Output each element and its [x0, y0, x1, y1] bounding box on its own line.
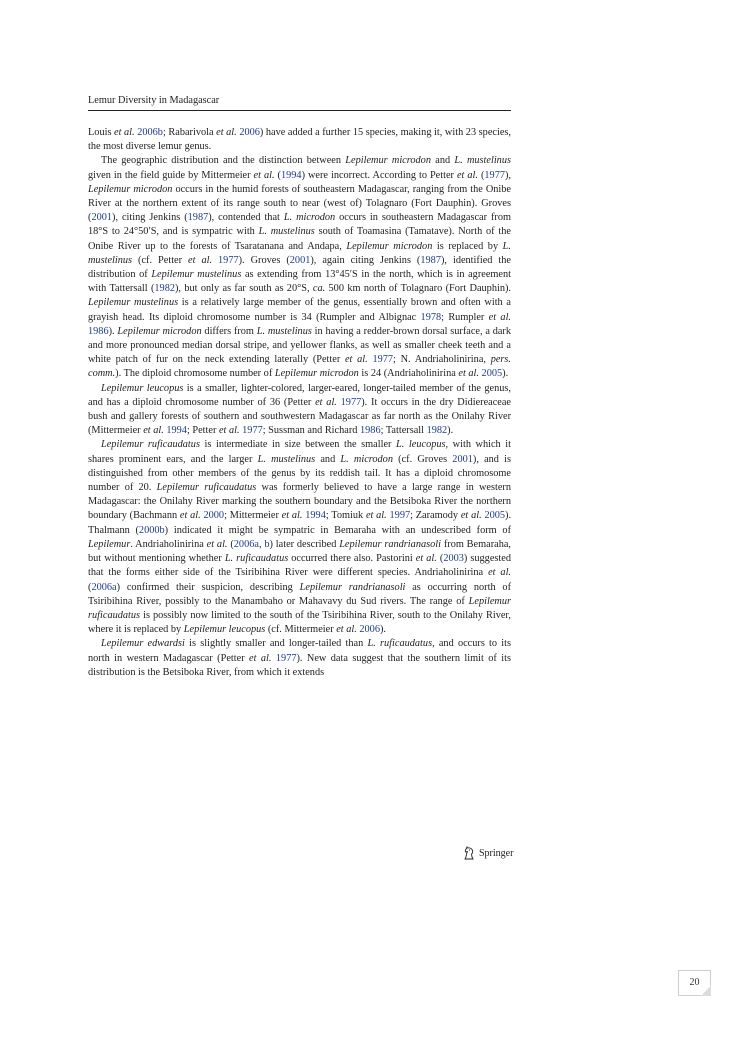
citation-link[interactable]: 2000b: [138, 524, 165, 536]
citation-link[interactable]: 1977: [218, 254, 239, 266]
text-run: ; Petter: [186, 425, 219, 437]
running-header: [88, 95, 511, 111]
citation-link[interactable]: 2005: [484, 510, 506, 522]
text-run: in having a redder-brown dorsal surface, a dark and more pronounced median dorsal stripe, and yellower flanks, as well as smaller cheek teeth and a white patch of fur on the neck extending laterally (Petter: [88, 325, 511, 366]
italic-text: Lepilemur microdon: [346, 240, 433, 252]
text-run: 500 km north of Tolagnaro (Fort Dauphin).: [325, 283, 511, 295]
italic-text: Lepilemur mustelinus: [88, 297, 179, 309]
text-run: ). It occurs in the dry Didiereaceae bush and gallery forests of southern and southwestern Madagascar as far north as the Onilahy River (Mittermeier: [88, 396, 511, 437]
text-run: occurs in southeastern Madagascar from 18°S to 24°50′S, and is sympatric with: [88, 212, 511, 238]
text-run: occurs in the humid forests of southeastern Madagascar, ranging from the Onibe River at the northern extent of its range south to near (west of) Tolagnaro (Fort Dauphin). Groves (: [88, 183, 511, 224]
citation-link[interactable]: 1994: [305, 510, 326, 522]
text-run: was formerly believed to have a large range in western Madagascar: the Onilahy River marking the southern boundary and the Betsiboka River the northern boundary (Bachmann: [88, 482, 512, 522]
text-run: (: [274, 169, 281, 181]
text-run: (cf. Mittermeier: [265, 624, 337, 636]
text-run: ), again citing Jenkins (: [310, 254, 421, 266]
text-run: ,: [258, 538, 265, 550]
italic-text: L. microdon: [283, 212, 336, 224]
citation-link[interactable]: 2005: [481, 368, 503, 380]
text-run: ; Rabarivola: [162, 127, 217, 138]
text-run: ) were incorrect. According to Petter: [301, 169, 457, 181]
citation-link[interactable]: 1978: [420, 311, 442, 323]
italic-text: pers. comm.: [88, 354, 511, 380]
text-run: ; Tattersall: [380, 425, 427, 437]
italic-text: L. mustelinus: [258, 226, 315, 238]
citation-link[interactable]: 2000: [203, 510, 225, 522]
italic-text: Lepilemur leucopus: [101, 382, 184, 394]
italic-text: Lepilemur microdon: [117, 325, 202, 337]
italic-text: et al.: [458, 368, 479, 380]
paragraph-p2: [88, 154, 511, 381]
text-run: and: [315, 453, 341, 465]
text-run: ). Thalmann (: [88, 510, 512, 536]
italic-text: et al.: [206, 538, 228, 550]
citation-link[interactable]: 2006: [239, 127, 260, 138]
italic-text: et al.: [456, 169, 478, 181]
text-run: , and occurs to its north in western Madagascar (Petter: [88, 638, 511, 664]
italic-text: et al.: [281, 510, 303, 522]
citation-link[interactable]: 1986: [88, 325, 109, 337]
text-run: ), identified the distribution of: [88, 254, 511, 281]
italic-text: Lepilemur leucopus: [183, 624, 266, 636]
text-run: occurred there also. Pastorini: [288, 553, 416, 565]
text-run: ) have added a further 15 species, making it, with 23 species, the most diverse lemur genus.: [88, 127, 511, 153]
italic-text: Lepilemur microdon: [88, 183, 173, 195]
text-run: ).: [108, 325, 118, 337]
citation-link[interactable]: 1994: [166, 425, 187, 437]
citation-link[interactable]: b: [264, 538, 270, 550]
text-run: ). New data suggest that the southern limit of its distribution is the Betsiboka River, from which it extends: [88, 652, 511, 678]
text-run: ) confirmed their suspicion, describing: [116, 581, 300, 593]
italic-text: et al.: [365, 510, 387, 522]
springer-chess-knight-icon: [462, 846, 476, 860]
italic-text: Lepilemur ruficaudatus: [88, 595, 511, 621]
text-run: from Bemaraha, but without mentioning whether: [88, 538, 511, 565]
text-run: as extending from 13°45′S in the north, which is in agreement with Tattersall (: [88, 269, 511, 295]
citation-link[interactable]: 1987: [187, 212, 209, 224]
text-run: (: [436, 553, 444, 565]
text-run: ). The diploid chromosome number of: [115, 368, 275, 380]
italic-text: Lepilemur microdon: [274, 368, 359, 380]
text-run: . Andriaholinirina: [130, 538, 207, 550]
citation-link[interactable]: 1982: [426, 425, 448, 437]
italic-text: et al.: [460, 510, 482, 522]
paragraph-p1: [88, 126, 511, 154]
text-run: ), and is distinguished from other members of the genus by its reddish tail. It has a diploid chromosome number of 20.: [88, 453, 512, 494]
article-body: [88, 126, 511, 680]
paragraph-p3: [88, 382, 511, 439]
text-run: (cf. Petter: [132, 254, 189, 266]
text-run: south of Toamasina (Tamatave). North of the Onibe River up to the forests of Tsaratanana and Andapa,: [88, 226, 511, 252]
citation-link[interactable]: 2001: [452, 453, 473, 465]
text-run: as occurring north of Tsiribihina River, possibly to the Manambaho or Mahavavy du Sud rivers. The range of: [88, 581, 511, 607]
publisher-logo: [462, 846, 513, 860]
text-run: ) suggested that the forms either side of the Tsiribihina River were different species. Andriaholinirina: [88, 553, 511, 579]
italic-text: Lepilemur ruficaudatus: [101, 439, 200, 451]
text-run: ).: [447, 425, 454, 437]
citation-link[interactable]: 1994: [280, 169, 302, 181]
page-curl-decoration: [701, 986, 711, 996]
paragraph-p4: [88, 438, 511, 637]
citation-link[interactable]: 2001: [289, 254, 311, 266]
text-run: ; Rumpler: [441, 311, 489, 323]
page-number-box: [678, 970, 711, 996]
text-run: Louis: [88, 127, 115, 138]
paragraph-p5: [88, 637, 511, 680]
citation-link[interactable]: 1986: [360, 425, 381, 437]
page-number: 20: [689, 977, 700, 988]
italic-text: et al.: [415, 553, 437, 565]
italic-text: et al.: [315, 396, 337, 408]
text-run: ) later described: [269, 538, 340, 550]
text-run: is slightly smaller and longer-tailed than: [184, 638, 368, 650]
italic-text: Lepilemur edwardsi: [101, 638, 185, 650]
citation-link[interactable]: 1987: [420, 254, 441, 266]
italic-text: L. ruficaudatus: [367, 638, 433, 650]
text-run: ; Zaramody: [410, 510, 461, 522]
text-run: (: [477, 169, 485, 181]
text-run: is a relatively large member of the genus, essentially brown and often with a grayish head. Its diploid chromosome number is 34 (Rumpler and Albignac: [88, 297, 511, 323]
text-run: and: [430, 155, 455, 167]
text-run: ; Mittermeier: [224, 510, 282, 522]
citation-link[interactable]: 1977: [340, 396, 362, 408]
text-run: ; Tomiuk: [325, 510, 366, 522]
text-run: ).: [379, 624, 386, 636]
italic-text: et al.: [188, 254, 213, 266]
italic-text: ca.: [312, 283, 326, 295]
text-run: is 24 (Andriaholinirina: [358, 368, 459, 380]
italic-text: Lepilemur microdon: [345, 155, 431, 167]
text-run: ),: [504, 169, 511, 181]
citation-link[interactable]: 2001: [91, 212, 113, 224]
italic-text: et al.: [179, 510, 201, 522]
text-run: ).: [502, 368, 509, 380]
text-run: is a smaller, lighter-colored, larger-eared, longer-tailed member of the genus, and has a diploid chromosome number of 36 (Petter: [88, 382, 511, 408]
italic-text: et al.: [488, 567, 512, 579]
text-run: ), citing Jenkins (: [112, 212, 188, 224]
italic-text: et al.: [336, 624, 357, 636]
italic-text: et al.: [249, 652, 272, 664]
citation-link[interactable]: 1982: [154, 283, 175, 295]
citation-link[interactable]: 2003: [443, 553, 464, 565]
italic-text: et al.: [218, 425, 240, 437]
italic-text: Lepilemur randrianasoli: [299, 581, 406, 593]
text-run: given in the field guide by Mittermeier: [88, 169, 254, 181]
italic-text: Lepilemur randrianasoli: [339, 538, 441, 550]
italic-text: et al.: [114, 127, 135, 138]
citation-link[interactable]: 2006b: [137, 127, 163, 138]
text-run: ), contended that: [208, 212, 284, 224]
citation-link[interactable]: 1977: [484, 169, 505, 181]
text-run: (: [227, 538, 234, 550]
italic-text: et al.: [216, 127, 237, 138]
text-run: (: [88, 581, 92, 593]
running-title: Lemur Diversity in Madagascar: [88, 95, 220, 106]
italic-text: et al.: [253, 169, 275, 181]
italic-text: L. microdon: [340, 453, 393, 465]
citation-link[interactable]: 1977: [242, 425, 263, 437]
citation-link[interactable]: 1997: [389, 510, 411, 522]
italic-text: L. ruficaudatus: [224, 553, 289, 565]
publisher-name: Springer: [479, 847, 514, 859]
text-run: ; Sussman and Richard: [262, 425, 360, 437]
text-run: ) indicated it might be sympatric in Bemaraha with an undescribed form of: [164, 524, 511, 536]
text-run: The geographic distribution and the distinction between: [101, 155, 346, 167]
citation-link[interactable]: 2006a: [91, 581, 117, 593]
text-run: ). Groves (: [238, 254, 290, 266]
italic-text: L. mustelinus: [88, 240, 511, 266]
italic-text: Lepilemur ruficaudatus: [156, 482, 257, 494]
italic-text: L. mustelinus: [256, 325, 312, 337]
citation-link[interactable]: 2006: [359, 624, 380, 636]
italic-text: et al.: [143, 425, 164, 437]
text-run: , with which it shares prominent ears, and the larger: [88, 439, 511, 465]
italic-text: L. mustelinus: [257, 453, 316, 465]
italic-text: et al.: [488, 311, 511, 323]
text-run: is possibly now limited to the south of the Tsiribihina River, south to the Onilahy River, where it is replaced by: [88, 609, 511, 636]
text-run: differs from: [201, 325, 257, 337]
text-run: ), but only as far south as 20°S,: [175, 283, 313, 295]
text-run: is intermediate in size between the smaller: [199, 439, 397, 451]
italic-text: Lepilemur: [88, 538, 131, 550]
italic-text: et al.: [344, 354, 368, 366]
text-run: (cf. Groves: [392, 453, 453, 465]
citation-link[interactable]: 1977: [372, 354, 394, 366]
citation-link[interactable]: 1977: [275, 652, 297, 664]
italic-text: Lepilemur mustelinus: [151, 269, 242, 281]
citation-link[interactable]: 2006a: [233, 538, 259, 550]
text-run: is replaced by: [432, 240, 503, 252]
text-run: ; N. Andriaholinirina,: [393, 354, 491, 366]
italic-text: L. mustelinus: [454, 155, 511, 167]
italic-text: L. leucopus: [396, 439, 446, 451]
